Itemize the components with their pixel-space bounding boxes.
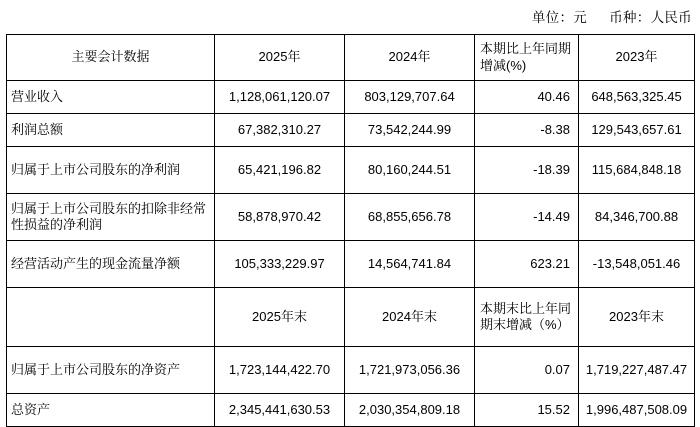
row-year1: 1,128,061,120.07 <box>215 81 345 114</box>
period-header-cell-year3: 2023年末 <box>579 288 695 347</box>
row-year2: 1,721,973,056.36 <box>345 347 475 394</box>
row-label: 归属于上市公司股东的净资产 <box>7 347 215 394</box>
unit-label: 单位：元 <box>531 10 588 25</box>
period-header-cell-year2: 2024年末 <box>345 288 475 347</box>
header-cell-year2: 2024年 <box>345 35 475 81</box>
row-label: 利润总额 <box>7 114 215 147</box>
row-year3: 115,684,848.18 <box>579 147 695 194</box>
header-cell-change: 本期比上年同期增减(%) <box>475 35 579 81</box>
period-header-cell-blank <box>7 288 215 347</box>
row-year1: 58,878,970.42 <box>215 194 345 241</box>
table-row <box>7 81 695 114</box>
row-change: 40.46 <box>475 81 579 114</box>
row-year1: 2,345,441,630.53 <box>215 394 345 427</box>
row-change: 623.21 <box>475 241 579 288</box>
row-year3: 1,996,487,508.09 <box>579 394 695 427</box>
row-year3: 648,563,325.45 <box>579 81 695 114</box>
table-row <box>7 347 695 394</box>
table-row <box>7 194 695 241</box>
row-label: 营业收入 <box>7 81 215 114</box>
unit-note <box>0 0 700 34</box>
row-year3: -13,548,051.46 <box>579 241 695 288</box>
row-label: 经营活动产生的现金流量净额 <box>7 241 215 288</box>
period-end-header-row <box>7 288 695 347</box>
row-year2: 803,129,707.64 <box>345 81 475 114</box>
header-cell-year3: 2023年 <box>579 35 695 81</box>
row-year2: 80,160,244.51 <box>345 147 475 194</box>
row-change: 15.52 <box>475 394 579 427</box>
row-year1: 67,382,310.27 <box>215 114 345 147</box>
row-year3: 1,719,227,487.47 <box>579 347 695 394</box>
row-label: 归属于上市公司股东的净利润 <box>7 147 215 194</box>
row-year3: 129,543,657.61 <box>579 114 695 147</box>
table-row <box>7 241 695 288</box>
row-year1: 65,421,196.82 <box>215 147 345 194</box>
table-row <box>7 394 695 427</box>
row-change: -14.49 <box>475 194 579 241</box>
table-row <box>7 147 695 194</box>
row-label: 总资产 <box>7 394 215 427</box>
row-year2: 73,542,244.99 <box>345 114 475 147</box>
currency-label: 币种：人民币 <box>609 10 692 25</box>
row-change: -18.39 <box>475 147 579 194</box>
period-header-cell-year1: 2025年末 <box>215 288 345 347</box>
row-change: -8.38 <box>475 114 579 147</box>
row-year1: 1,723,144,422.70 <box>215 347 345 394</box>
header-cell-year1: 2025年 <box>215 35 345 81</box>
main-accounting-data-table <box>6 34 695 427</box>
row-year2: 68,855,656.78 <box>345 194 475 241</box>
row-year3: 84,346,700.88 <box>579 194 695 241</box>
row-year1: 105,333,229.97 <box>215 241 345 288</box>
table-header-row <box>7 35 695 81</box>
header-cell-label: 主要会计数据 <box>7 35 215 81</box>
row-change: 0.07 <box>475 347 579 394</box>
row-label: 归属于上市公司股东的扣除非经常性损益的净利润 <box>7 194 215 241</box>
table-row <box>7 114 695 147</box>
row-year2: 2,030,354,809.18 <box>345 394 475 427</box>
period-header-cell-change: 本期末比上年同期末增减（%） <box>475 288 579 347</box>
row-year2: 14,564,741.84 <box>345 241 475 288</box>
